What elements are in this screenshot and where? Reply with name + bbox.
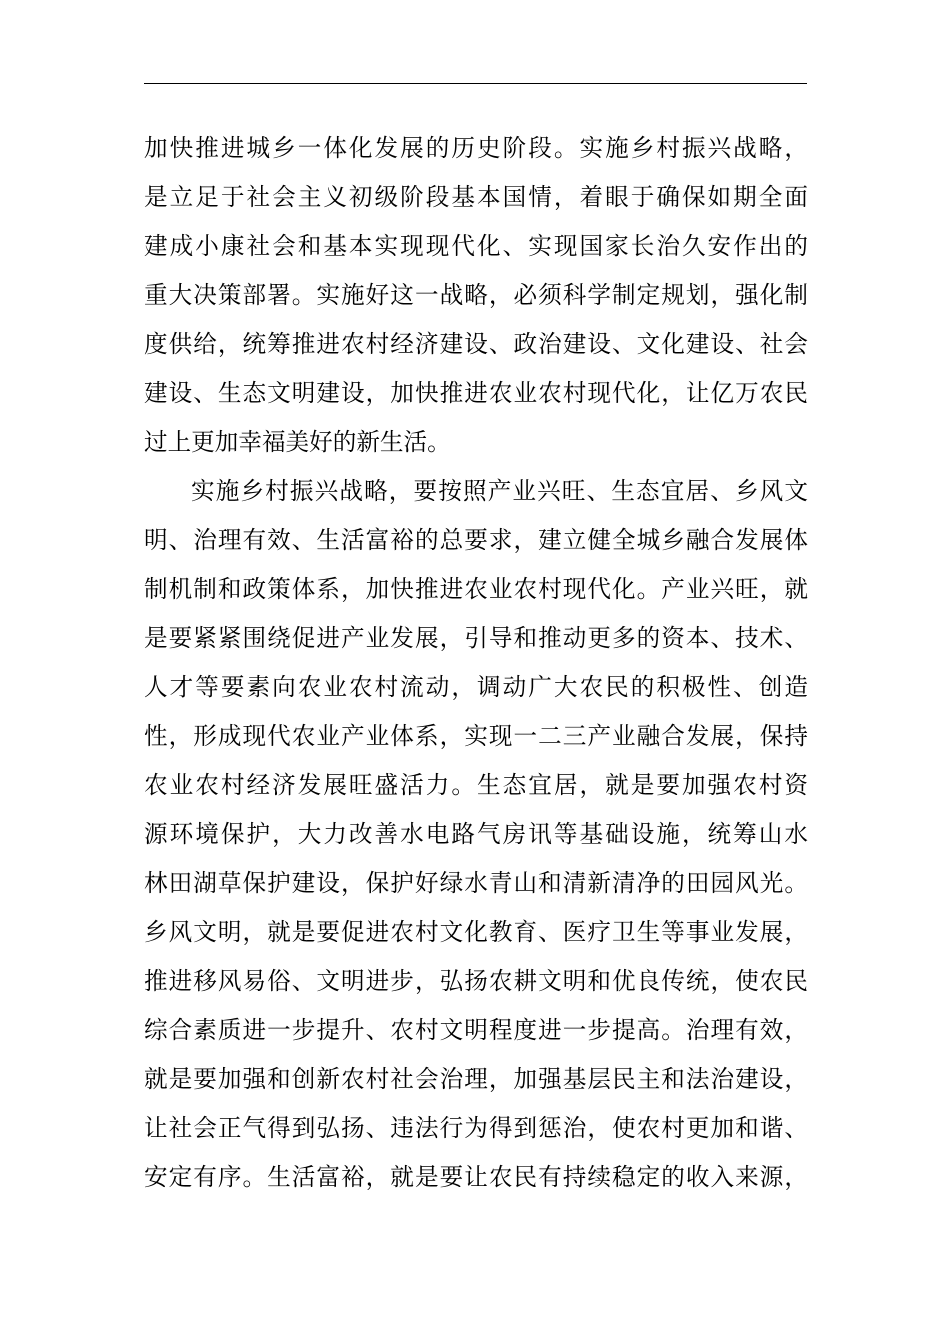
text-line: 综合素质进一步提升、农村文明程度进一步提高。治理有效，	[144, 1016, 808, 1044]
text-line: 林田湖草保护建设，保护好绿水青山和清新清净的田园风光。	[144, 869, 808, 897]
text-line	[144, 1202, 808, 1251]
text-line: 加快推进城乡一体化发展的历史阶段。实施乡村振兴战略，	[144, 134, 808, 162]
text-line: 建成小康社会和基本实现现代化、实现国家长治久安作出的	[144, 232, 808, 260]
text-line: 明、治理有效、生活富裕的总要求，建立健全城乡融合发展体	[144, 526, 808, 554]
text-line: 源环境保护，大力改善水电路气房讯等基础设施，统筹山水	[144, 820, 808, 848]
text-line: 过上更加幸福美好的新生活。	[144, 428, 451, 456]
text-line: 是要紧紧围绕促进产业发展，引导和推动更多的资本、技术、	[144, 624, 808, 652]
text-line: 实施乡村振兴战略，要按照产业兴旺、生态宜居、乡风文	[191, 477, 808, 505]
text-line: 性，形成现代农业产业体系，实现一二三产业融合发展，保持	[144, 722, 808, 750]
text-line: 建设、生态文明建设，加快推进农业农村现代化，让亿万农民	[144, 379, 808, 407]
text-line: 让社会正气得到弘扬、违法行为得到惩治，使农村更加和谐、	[144, 1114, 808, 1142]
text-line: 重大决策部署。实施好这一战略，必须科学制定规划，强化制	[144, 281, 808, 309]
text-line: 是立足于社会主义初级阶段基本国情，着眼于确保如期全面	[144, 183, 808, 211]
text-line: 人才等要素向农业农村流动，调动广大农民的积极性、创造	[144, 673, 808, 701]
page-body	[144, 124, 808, 1251]
text-line: 度供给，统筹推进农村经济建设、政治建设、文化建设、社会	[144, 330, 808, 358]
paragraph-2	[144, 467, 808, 1251]
paragraph-1	[144, 124, 808, 467]
text-line: 乡风文明，就是要促进农村文化教育、医疗卫生等事业发展，	[144, 918, 808, 946]
text-line: 推进移风易俗、文明进步，弘扬农耕文明和优良传统，使农民	[144, 967, 808, 995]
text-line: 安定有序。生活富裕，就是要让农民有持续稳定的收入来源，	[144, 1163, 808, 1191]
text-line: 农业农村经济发展旺盛活力。生态宜居，就是要加强农村资	[144, 771, 808, 799]
header-rule	[144, 83, 807, 84]
text-line: 制机制和政策体系，加快推进农业农村现代化。产业兴旺，就	[144, 575, 808, 603]
text-line: 就是要加强和创新农村社会治理，加强基层民主和法治建设，	[144, 1065, 808, 1093]
